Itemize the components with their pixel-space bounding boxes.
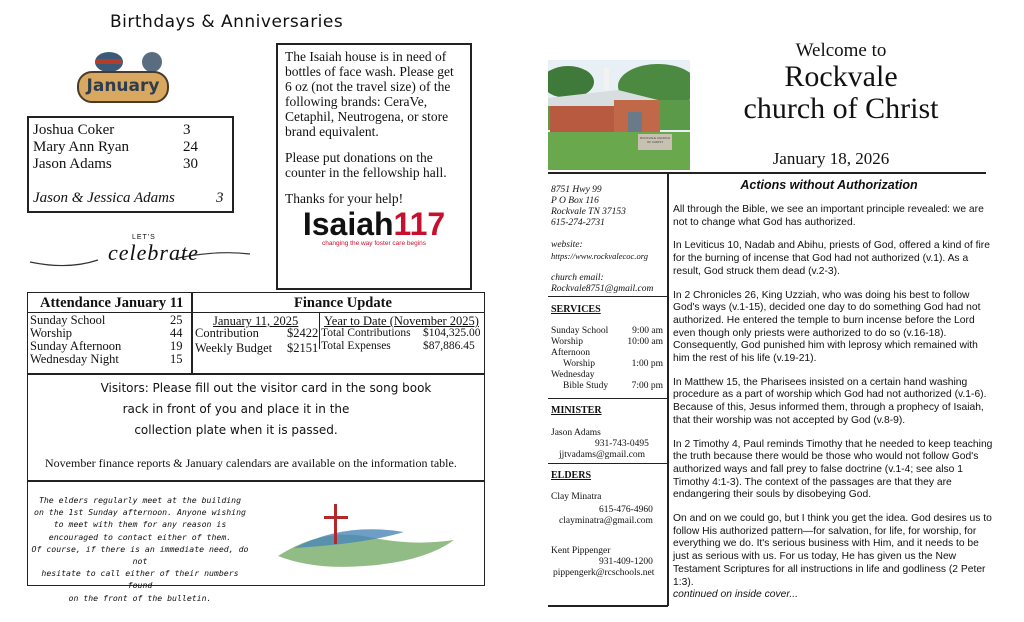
service-row: Bible Study 7:00 pm [563,381,663,391]
section-divider [27,480,485,482]
bulletin-date: January 18, 2026 [772,149,890,168]
finance-ytd-row: Total Contributions $104,325.00 [321,327,481,339]
birthday-row: Joshua Coker 3 [33,122,191,138]
isaiah-para2: Please put donations on the counter in the fellowship hall. [285,150,447,180]
january-badge [74,50,172,106]
sidebar-bottom-rule [548,605,668,607]
month-badge-label: January [86,76,160,96]
isaiah-para3: Thanks for your help! [285,191,404,206]
attendance-table [30,314,188,366]
contact-block [551,185,665,295]
celebrate-small: LET'S [132,234,156,241]
address-line: Rockvale TN 37153 [551,207,626,217]
elders-heading: ELDERS [551,470,592,481]
elder-name: Kent Pippenger [551,546,611,556]
isaiah-logo-number: 117 [393,206,446,242]
service-row: Worship 10:00 am [551,337,663,347]
sidebar-divider [667,172,669,606]
finance-inner-divider [319,313,320,349]
minister-name: Jason Adams [551,428,601,438]
section-divider [27,373,485,375]
anniversary-row: Jason & Jessica Adams 3 [33,190,224,206]
article-paragraph: In Matthew 15, the Pharisees insisted on a certain hand washing procedure as a part of worship which God had not authorized (v.1-6). Because of this, Jesus informed them, through a prophecy of Isaiah, that their worship was not accepted by God (v.8-9). [673,376,987,426]
church-phone: 615-274-2731 [551,218,605,228]
minister-heading: MINISTER [551,405,602,416]
elder-phone: 931-409-1200 [599,557,653,567]
elder-email[interactable]: pippengerk@rcschools.net [553,568,655,578]
finance-week-heading: January 11, 2025 [213,314,299,328]
finance-week-row: Weekly Budget $2151 [195,341,319,355]
elder-name: Clay Minatra [551,492,602,502]
finance-ytd-heading: Year to Date (November 2025) [324,314,479,328]
minister-block [551,428,663,461]
website-label: website: [551,240,583,250]
article-paragraph: In Leviticus 10, Nadab and Abihu, priests of God, offered a kind of fire for the burning of incense that God had not authorized (v.1). As a result, God struck them dead (v.2-3). [673,240,990,277]
november-note: November finance reports & January calendars are available on the information table. [45,456,457,470]
finance-title: Finance Update [294,295,392,311]
article-paragraph: On and on we could go, but I think you get the idea. God desires us to follow His authorized pattern—for salvation, for life, for worship, for everything we do. It's serious business with Him, and it needs to be just as serious with us. For us today, He has given us the New Testament Scriptures for all instructions in life and godliness (2 Peter 1:3). [673,513,992,588]
church-sign-text: ROCKVALE CHURCH OF CHRIST [640,136,670,144]
isaiah-logo-text: Isaiah [302,206,394,242]
attendance-row: Worship 44 [30,326,183,340]
attendance-row: Sunday School 25 [30,313,183,327]
continued-note: continued on inside cover... [673,589,798,601]
elder-email[interactable]: clayminatra@gmail.com [559,516,653,526]
attendance-row: Wednesday Night 15 [30,352,183,366]
visitors-note [27,378,485,441]
elders-block [551,492,665,579]
sidebar-rule [548,463,668,464]
attendance-title: Attendance January 11 [40,295,184,311]
address-line: 8751 Hwy 99 [551,185,602,195]
elders-meeting-note: The elders regularly meet at the building on the 1st Sunday afternoon. Anyone wishing to meet with them for any reason is encouraged to contact either of them. Of course, if there is an immediate need, do not hesitate to call either of their numbers found on the front of the bulletin. [31,495,249,603]
services-block: Sunday School 9:00 am Worship 10:00 am Afternoon Worship 1:00 pm Wednesday Bible Study 7:00 pm [551,326,663,391]
church-photo [548,60,690,170]
service-row: Sunday School 9:00 am [551,326,663,336]
address-line: P O Box 116 [551,196,599,206]
header-rule [548,172,986,174]
finance-week-row: Contribution $2422 [195,326,319,340]
church-name-line2: church of Christ [743,92,939,125]
isaiah-para1: The Isaiah house is in need of bottles of face wash. Please get 6 oz (not the travel size) of the following brands: CeraVe, Cetaphil, Neutrogena, or store brand equivalent. [285,49,454,139]
birthday-list [27,116,234,213]
minister-phone: 931-743-0495 [595,439,649,449]
finance-ytd-table [321,327,481,353]
birthday-row: Mary Ann Ryan 24 [33,139,198,155]
church-name-line1: Rockvale [784,60,898,93]
finance-ytd-row: Total Expenses $87,886.45 [321,340,475,352]
email-label: church email: [551,273,604,283]
welcome-text: Welcome to [795,40,887,61]
church-email-link[interactable]: Rockvale8751@gmail.com [551,284,654,294]
cross-icon [274,496,458,574]
attendance-row: Sunday Afternoon 19 [30,339,183,353]
cross-hills-illustration [274,496,458,574]
celebrate-graphic [28,232,253,272]
article-body [673,204,995,602]
website-link[interactable]: https://www.rockvalecoc.org [551,251,648,261]
birthdays-heading: Birthdays & Anniversaries [110,12,344,32]
visitors-line3: collection plate when it is passed. [134,423,338,437]
article-paragraph: In 2 Timothy 4, Paul reminds Timothy that he needed to keep teaching the truth because there would be those who would not follow God's authorized ways and fall prey to false doctrine (v.1-4; see also 1 Timothy 4:1-3). The context of the passages are that they are endangering their souls by disobeying God. [673,438,993,501]
sidebar-rule [548,296,668,297]
isaiah-logo [285,206,463,251]
service-row: Worship 1:00 pm [563,359,663,369]
isaiah-notice [276,43,472,290]
sidebar-rule [548,398,668,399]
visitors-line2: rack in front of you and place it in the [122,402,350,416]
visitors-line1: Visitors: Please fill out the visitor card in the song book [100,381,432,395]
church-building-icon [548,60,690,170]
isaiah-logo-tagline: changing the way foster care begins [321,240,427,247]
article-title: Actions without Authorization [740,178,918,192]
finance-week-table [195,327,319,355]
celebrate-text: celebrate [108,240,199,265]
birthday-row: Jason Adams 30 [33,156,198,172]
attendance-finance-divider [191,292,193,374]
article-paragraph: All through the Bible, we see an important principle revealed: we are not to change what God has authorized. [673,204,984,228]
elder-phone: 615-476-4960 [599,505,653,515]
services-heading: SERVICES [551,304,601,315]
minister-email[interactable]: jjtvadams@gmail.com [559,450,646,460]
article-paragraph: In 2 Chronicles 26, King Uzziah, who was doing his best to follow God's ways (v.1-15), decided one day to do something God had not authorized. He entered the temple to burn incense before the Lord even though only priests were authorized to do so (v.16-18). Consequently, God punished him with leprosy which remained with him the rest of his life (v.19-21). [673,289,981,365]
